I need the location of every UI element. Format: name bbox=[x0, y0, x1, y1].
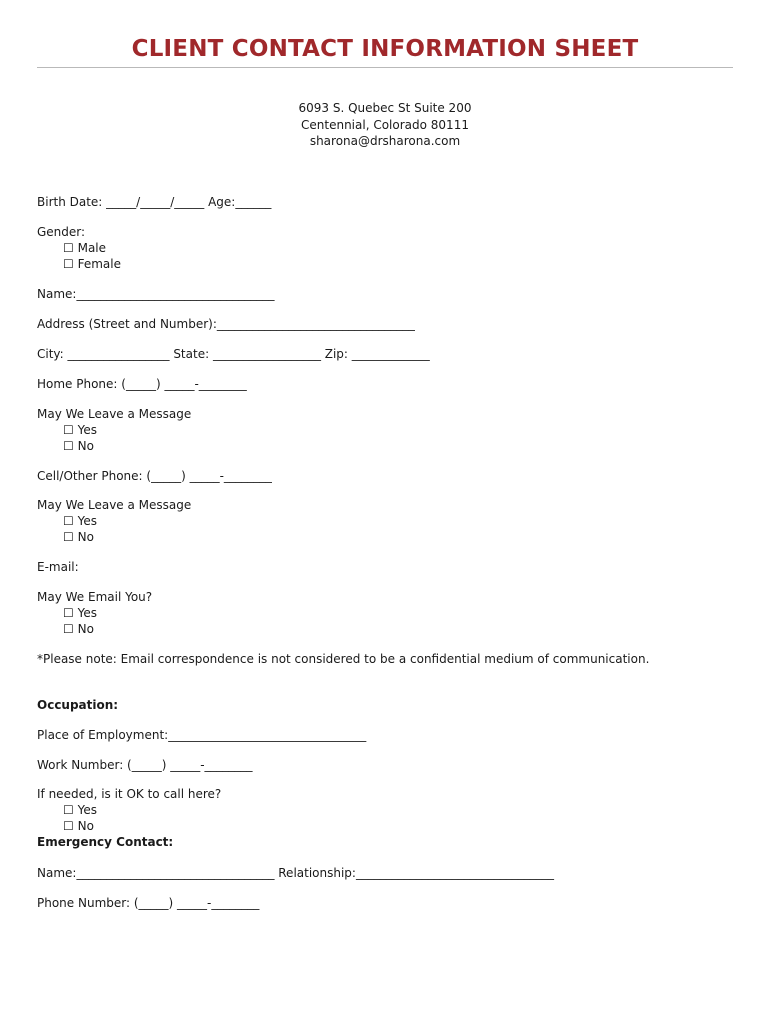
option-label: Yes bbox=[77, 423, 97, 437]
address-city: Centennial, Colorado 80111 bbox=[301, 117, 469, 132]
checkbox-icon[interactable]: ☐ bbox=[63, 819, 74, 833]
cell-message-label: May We Leave a Message bbox=[37, 498, 192, 512]
checkbox-icon[interactable]: ☐ bbox=[63, 257, 74, 271]
email-permission-yes[interactable] bbox=[63, 605, 97, 621]
practice-address bbox=[0, 100, 770, 150]
title-divider bbox=[37, 67, 733, 68]
home-phone-field[interactable]: Home Phone: (_____) _____-________ bbox=[37, 377, 247, 391]
checkbox-icon[interactable]: ☐ bbox=[63, 514, 74, 528]
checkbox-icon[interactable]: ☐ bbox=[63, 803, 74, 817]
work-number-field[interactable]: Work Number: (_____) _____-________ bbox=[37, 758, 253, 772]
gender-option-male[interactable] bbox=[63, 240, 106, 256]
page-title: CLIENT CONTACT INFORMATION SHEET bbox=[131, 36, 639, 62]
checkbox-icon[interactable]: ☐ bbox=[63, 606, 74, 620]
city-state-zip-field[interactable]: City: _________________ State: __________________ Zip: _____________ bbox=[37, 347, 430, 361]
gender-label: Gender: bbox=[37, 225, 86, 239]
option-label: Male bbox=[77, 241, 107, 255]
option-label: Yes bbox=[77, 803, 97, 817]
email-field[interactable]: E-mail: bbox=[37, 560, 79, 574]
email-permission-label: May We Email You? bbox=[37, 590, 153, 604]
ok-to-call-no[interactable] bbox=[63, 818, 94, 834]
checkbox-icon[interactable]: ☐ bbox=[63, 423, 74, 437]
checkbox-icon[interactable]: ☐ bbox=[63, 530, 74, 544]
address-field[interactable]: Address (Street and Number):_________________________________ bbox=[37, 317, 415, 331]
option-label: Yes bbox=[77, 606, 97, 620]
option-label: Yes bbox=[77, 514, 97, 528]
address-street: 6093 S. Quebec St Suite 200 bbox=[298, 101, 472, 115]
place-of-employment-field[interactable]: Place of Employment:_________________________________ bbox=[37, 728, 367, 742]
occupation-heading: Occupation: bbox=[37, 698, 119, 712]
email-confidentiality-note: *Please note: Email correspondence is not considered to be a confidential medium of communication. bbox=[37, 652, 650, 666]
gender-option-female[interactable] bbox=[63, 256, 121, 272]
emergency-name-relationship-field[interactable]: Name:_________________________________ Relationship:_________________________________ bbox=[37, 866, 554, 880]
cell-message-yes[interactable] bbox=[63, 513, 97, 529]
email-permission-no[interactable] bbox=[63, 621, 94, 637]
ok-to-call-label: If needed, is it OK to call here? bbox=[37, 787, 222, 801]
option-label: No bbox=[77, 819, 94, 833]
home-message-no[interactable] bbox=[63, 438, 94, 454]
birth-date-field[interactable]: Birth Date: _____/_____/_____ Age:______ bbox=[37, 195, 272, 209]
name-field[interactable]: Name:_________________________________ bbox=[37, 287, 275, 301]
checkbox-icon[interactable]: ☐ bbox=[63, 439, 74, 453]
option-label: No bbox=[77, 530, 94, 544]
option-label: No bbox=[77, 439, 94, 453]
address-email: sharona@drsharona.com bbox=[309, 134, 461, 148]
option-label: No bbox=[77, 622, 94, 636]
emergency-contact-heading: Emergency Contact: bbox=[37, 835, 174, 849]
home-message-yes[interactable] bbox=[63, 422, 97, 438]
checkbox-icon[interactable]: ☐ bbox=[63, 241, 74, 255]
ok-to-call-yes[interactable] bbox=[63, 802, 97, 818]
cell-message-no[interactable] bbox=[63, 529, 94, 545]
cell-phone-field[interactable]: Cell/Other Phone: (_____) _____-________ bbox=[37, 469, 272, 483]
home-message-label: May We Leave a Message bbox=[37, 407, 192, 421]
checkbox-icon[interactable]: ☐ bbox=[63, 622, 74, 636]
emergency-phone-field[interactable]: Phone Number: (_____) _____-________ bbox=[37, 896, 260, 910]
option-label: Female bbox=[77, 257, 121, 271]
